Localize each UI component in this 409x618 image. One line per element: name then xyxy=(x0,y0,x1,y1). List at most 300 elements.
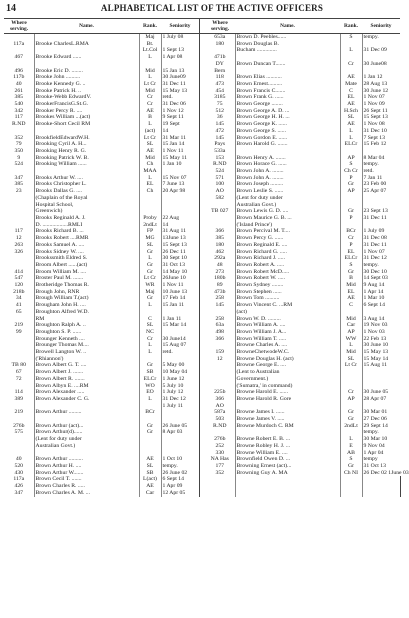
rank-cell: SL xyxy=(139,242,161,249)
seniority-cell: 31 Dec 11 xyxy=(161,81,200,88)
where-serving-cell xyxy=(4,450,34,457)
table-row xyxy=(4,443,400,450)
rank-cell-right: Gr xyxy=(340,208,362,215)
where-serving-cell: 9 xyxy=(4,155,34,162)
rank-cell-right: AE xyxy=(340,101,362,108)
where-serving-cell-right: 533a xyxy=(205,148,235,155)
where-serving-cell: 219 xyxy=(4,409,34,416)
rank-cell-right: EL xyxy=(340,289,362,296)
officer-name-cell: Brooks Samuel A. .... xyxy=(35,241,85,248)
rank-cell: AE xyxy=(139,108,161,115)
officer-name-cell: Broom William M. .... xyxy=(35,268,87,275)
rank-cell: Lt.Col xyxy=(139,47,161,54)
where-serving-cell-right xyxy=(205,376,235,383)
where-serving-cell xyxy=(4,416,34,423)
seniority-cell-right: 15 Feb 12 xyxy=(362,141,400,148)
officer-name-cell: Brown Arthur(d)...... xyxy=(35,429,83,436)
rank-cell-right: Gr xyxy=(340,409,362,416)
rank-cell-right xyxy=(340,309,362,316)
where-serving-cell: 575 xyxy=(4,429,34,436)
where-serving-cell-right: Bern xyxy=(205,68,235,75)
officer-name-cell: Brooks Arthur W. .... xyxy=(35,174,83,181)
rank-cell-right: Gr xyxy=(340,463,362,470)
rank-cell-right: EL xyxy=(340,94,362,101)
rank-cell: Gr xyxy=(139,362,161,369)
rank-cell: L xyxy=(139,121,161,128)
officer-name-cell: Brooke John .......... xyxy=(35,74,81,81)
officer-name-cell: Brookes William ...(act) xyxy=(35,114,91,121)
table-row xyxy=(4,242,400,249)
where-serving-cell-right: 3185 xyxy=(205,94,235,101)
rank-cell: Ch xyxy=(139,188,161,195)
where-serving-cell: 547 xyxy=(4,275,34,282)
rank-cell-right: Cr xyxy=(340,389,362,396)
where-serving-cell-right: NA Has xyxy=(205,456,235,463)
seniority-cell: 5 July 10 xyxy=(161,383,200,390)
where-serving-cell: TB 80 xyxy=(4,362,34,369)
officer-name-cell: Brotheridge Thomas R. xyxy=(35,282,89,289)
rank-cell-right: P xyxy=(340,175,362,182)
seniority-cell-right: 1 Nov 08 xyxy=(362,121,400,128)
seniority-cell-right: 26 Dec 02 1June 03 xyxy=(363,469,409,476)
header-where-serving-right: Where serving. xyxy=(205,19,235,34)
where-serving-cell-right: 330 xyxy=(205,450,235,457)
table-row xyxy=(4,249,400,256)
seniority-cell: 30 June14 xyxy=(161,336,200,343)
where-serving-cell: 389 xyxy=(4,396,34,403)
empty-cell xyxy=(362,483,400,490)
rank-cell: L xyxy=(139,255,161,262)
rank-cell: MG xyxy=(139,235,161,242)
seniority-cell: 1 Nov 12 xyxy=(161,108,200,115)
table-row xyxy=(4,349,400,356)
officer-name-cell-right: ('Sumatra,' in command) xyxy=(236,382,293,389)
where-serving-cell-right: 524 xyxy=(205,168,235,175)
where-serving-cell-right: AO xyxy=(205,403,235,410)
table-row xyxy=(4,202,400,209)
seniority-cell: 20 Apr 98 xyxy=(161,188,200,195)
where-serving-cell-right: R.ND xyxy=(205,423,235,430)
seniority-cell-right: tempy xyxy=(362,456,400,463)
officer-name-cell-right: Brown George H. H. ... xyxy=(236,114,290,121)
rank-cell-right xyxy=(340,41,362,48)
officer-name-cell-right xyxy=(235,54,340,61)
officer-name-cell-right: Brown Harold G. ....... xyxy=(236,141,288,148)
table-row xyxy=(4,68,400,75)
rank-cell xyxy=(139,403,161,410)
seniority-cell: 15 Sept 13 xyxy=(161,242,200,249)
seniority-cell-right: 1 Apr 14 xyxy=(362,289,400,296)
seniority-cell-right: 7 Sept 13 xyxy=(362,135,400,142)
rank-cell: 2ndLt xyxy=(139,222,161,229)
where-serving-cell: 117 xyxy=(4,114,34,121)
rank-cell: AE xyxy=(139,148,161,155)
officer-name-cell-right: Brown Tom .......... xyxy=(236,295,280,302)
where-serving-cell-right: 75 xyxy=(205,101,235,108)
where-serving-cell xyxy=(4,168,34,175)
where-serving-cell: 347 xyxy=(4,175,34,182)
officer-name-cell: Brounger Kenneth .... xyxy=(35,335,85,342)
where-serving-cell-right: 503 xyxy=(205,416,235,423)
officer-name-cell: Brooks Robert ....RMR xyxy=(35,235,89,242)
table-row xyxy=(4,362,400,369)
table-row xyxy=(4,181,400,188)
officer-name-cell: Brough John, RNR xyxy=(35,288,80,295)
officer-name-cell-right: Brown Leslie S. ...... xyxy=(236,188,284,195)
rank-cell-right: AP xyxy=(340,396,362,403)
table-row xyxy=(4,222,400,229)
where-serving-cell-right: 159 xyxy=(205,349,235,356)
table-row xyxy=(4,389,400,396)
rank-cell-right xyxy=(340,222,362,229)
rank-cell: SL xyxy=(139,463,161,470)
rank-cell: L xyxy=(139,74,161,81)
rank-cell: Bt. xyxy=(139,41,161,48)
seniority-cell: 13June 13 xyxy=(161,235,200,242)
seniority-cell xyxy=(161,436,200,443)
officer-name-cell: Brough William T.(act) xyxy=(35,295,89,302)
seniority-cell xyxy=(161,450,200,457)
seniority-cell-right: 1 July 09 xyxy=(362,228,400,235)
table-row xyxy=(4,490,400,497)
where-serving-cell-right: 258 xyxy=(205,295,235,302)
table-row xyxy=(4,450,400,457)
seniority-cell: 31 Aug 11 xyxy=(161,228,200,235)
seniority-cell-right: 6 Sept 14 xyxy=(362,302,400,309)
where-serving-cell-right: 252 xyxy=(205,443,235,450)
where-serving-cell-right: 366 xyxy=(205,396,235,403)
rank-cell-right: SL xyxy=(340,356,362,363)
rank-cell-right xyxy=(340,376,362,383)
seniority-cell-right: 28 Aug 13 xyxy=(362,81,400,88)
where-serving-cell: 117 xyxy=(4,228,34,235)
rank-cell-right xyxy=(340,148,362,155)
seniority-cell-right xyxy=(362,403,400,410)
header-rank-right: Rank. xyxy=(340,19,362,34)
officer-name-cell: Brown Arthur W....... xyxy=(35,469,84,476)
seniority-cell-right: 9 Nov 04 xyxy=(362,443,400,450)
rank-cell: (act) xyxy=(139,128,161,135)
seniority-cell-right: 14 Sept 03 xyxy=(362,275,400,282)
rank-cell: L xyxy=(139,349,161,356)
header-rank: Rank. xyxy=(139,19,161,34)
seniority-cell-right: 29 Sept 14 xyxy=(362,423,400,430)
where-serving-cell: 414 xyxy=(4,269,34,276)
rank-cell-right: Car xyxy=(340,322,362,329)
officer-name-cell-right: Brown Reginald E. .... xyxy=(236,241,288,248)
where-serving-cell-right: 366 xyxy=(205,336,235,343)
seniority-cell: 15 May 11 xyxy=(161,155,200,162)
seniority-cell: 15 Jan 11 xyxy=(161,302,200,309)
rank-cell xyxy=(139,443,161,450)
seniority-cell-right: 30 June 12 xyxy=(362,88,400,95)
officer-name-cell-right: Brown Elias ........... xyxy=(236,74,282,81)
officer-name-cell: RM xyxy=(35,315,45,322)
rank-cell-right: Mid xyxy=(340,282,362,289)
where-serving-cell: 12 xyxy=(4,235,34,242)
officer-name-cell: Brooks Christopher L. xyxy=(35,181,87,188)
header-seniority: Seniority xyxy=(161,19,200,34)
seniority-cell-right: 25 Apr 07 xyxy=(362,188,400,195)
where-serving-cell-right: 100 xyxy=(205,181,235,188)
table-row xyxy=(4,463,400,470)
rank-cell: Proby xyxy=(139,215,161,222)
seniority-cell-right: 30 June08 xyxy=(362,61,400,68)
table-row xyxy=(4,295,400,302)
officer-name-cell-right: Browne William E. .... xyxy=(236,449,288,456)
rank-cell-right: S xyxy=(340,161,362,168)
rank-cell-right: Cr xyxy=(340,61,362,68)
seniority-cell: 15 Jan 13 xyxy=(161,68,200,75)
empty-cell xyxy=(235,490,340,497)
officer-name-cell-right: Brown William T. ..... xyxy=(236,335,287,342)
officer-name-cell-right: Browne George E. .... xyxy=(236,362,286,369)
rank-cell xyxy=(139,356,161,363)
officer-name-cell: Brougham John H. .... xyxy=(35,302,86,309)
rank-cell: EO xyxy=(139,389,161,396)
where-serving-cell xyxy=(4,34,34,41)
where-serving-cell-right: 63a xyxy=(205,322,235,329)
rank-cell: FP xyxy=(139,228,161,235)
rank-cell-right: S xyxy=(340,456,362,463)
officer-name-cell: Brown Charles A. M. ... xyxy=(35,489,91,496)
where-serving-cell-right xyxy=(205,429,235,436)
officer-name-cell-right: Brown Joseph ......... xyxy=(236,181,284,188)
seniority-cell-right: tempy. xyxy=(362,34,400,41)
where-serving-cell: 342 xyxy=(4,108,34,115)
where-serving-cell-right: R.ND xyxy=(205,161,235,168)
officer-name-cell: Brown Albert G. T. .... xyxy=(35,362,87,369)
officer-name-cell: Brown Arthur ......... xyxy=(35,409,82,416)
where-serving-cell: 385 xyxy=(4,181,34,188)
where-serving-cell xyxy=(4,342,34,349)
seniority-cell: 1 Oct 10 xyxy=(161,456,200,463)
where-serving-cell-right xyxy=(205,309,235,316)
header-name-right: Name. xyxy=(235,19,340,34)
table-row xyxy=(4,81,400,88)
seniority-cell xyxy=(161,208,200,215)
seniority-cell: 1 Sept 13 xyxy=(161,47,200,54)
officer-name-cell-right xyxy=(235,403,340,410)
officer-name-cell: Brooke Edward ...... xyxy=(35,54,82,61)
where-serving-cell-right xyxy=(205,362,235,369)
rank-cell-right: Cr xyxy=(340,235,362,242)
where-serving-cell: 496 xyxy=(4,68,34,75)
seniority-cell-right: tempy. xyxy=(362,429,400,436)
where-serving-cell-right: Pays xyxy=(205,141,235,148)
where-serving-cell: 79 xyxy=(4,141,34,148)
where-serving-cell: 520 xyxy=(4,463,34,470)
seniority-cell: 15 Mar 14 xyxy=(161,322,200,329)
seniority-cell-right xyxy=(362,376,400,383)
officer-name-cell-right: Brown Douglas B. xyxy=(236,40,279,47)
officer-name-cell: Brounger Thomas M.... xyxy=(35,342,89,349)
rank-cell-right: ELCr xyxy=(340,255,362,262)
officer-name-cell-right: Brownfield Owen D. ... xyxy=(236,456,291,463)
table-row xyxy=(4,456,400,463)
officer-name-cell-right: Brown Horace G. ...... xyxy=(236,161,287,168)
seniority-cell: 1 June 12 xyxy=(161,376,200,383)
officer-name-cell: Brooks Richard B. ... xyxy=(35,228,84,235)
where-serving-cell: 117a xyxy=(4,476,34,483)
rank-cell-right: ELCr xyxy=(340,141,362,148)
seniority-cell-right xyxy=(362,195,400,202)
where-serving-cell xyxy=(4,208,34,215)
officer-name-cell: Hospital School, xyxy=(35,201,74,208)
where-serving-cell-right: 48 xyxy=(205,262,235,269)
seniority-cell: 30 Sept 10 xyxy=(161,255,200,262)
where-serving-cell: 219 xyxy=(4,322,34,329)
where-serving-cell-right: 385 xyxy=(205,235,235,242)
where-serving-cell xyxy=(4,436,34,443)
where-serving-cell xyxy=(4,202,34,209)
rank-cell: Mid xyxy=(139,68,161,75)
officer-name-cell-right: Brown Robert A. ..... xyxy=(236,261,285,268)
seniority-cell-right: 15 May 13 xyxy=(362,349,400,356)
rank-cell: MAA xyxy=(139,168,161,175)
officer-name-cell-right: Browne Douglas H. (act) xyxy=(236,355,294,362)
seniority-cell-right: 23 Sept 13 xyxy=(362,208,400,215)
rank-cell-right: L xyxy=(340,135,362,142)
officer-name-cell: Brown Arthur H. .... xyxy=(35,463,82,469)
where-serving-cell xyxy=(4,195,34,202)
seniority-cell-right: 15 May 14 xyxy=(362,356,400,363)
where-serving-cell: 326 xyxy=(4,249,34,256)
where-serving-cell: 72 xyxy=(4,376,34,383)
seniority-cell: 1 Apr 08 xyxy=(161,54,200,61)
officer-name-cell: Brown Arthur .......... xyxy=(35,456,83,463)
officer-name-cell-right: Brown John A. ........ xyxy=(236,174,284,181)
where-serving-cell: 467 xyxy=(4,54,34,61)
rank-cell-right: Mate xyxy=(340,81,362,88)
officer-name-cell xyxy=(34,168,139,175)
table-row xyxy=(4,436,400,443)
empty-cell xyxy=(205,476,235,483)
rank-cell xyxy=(139,309,161,316)
officer-name-cell: Brooking Patrick W. B. xyxy=(35,154,89,161)
rank-cell: SL xyxy=(139,322,161,329)
table-row xyxy=(4,282,400,289)
officer-name-cell: Brown Charles R. ..... xyxy=(35,483,85,490)
rank-cell: AE xyxy=(139,456,161,463)
where-serving-cell-right: 89 xyxy=(205,282,235,289)
officer-name-cell-right: (act) xyxy=(236,308,247,315)
officer-name-cell-right: Brown William A. .... xyxy=(236,322,286,329)
table-row xyxy=(4,302,400,309)
officer-name-cell-right: Brown Francis C....... xyxy=(236,87,286,94)
rank-cell: EL xyxy=(139,181,161,188)
where-serving-cell: 99 xyxy=(4,329,34,336)
where-serving-cell: 430 xyxy=(4,470,34,477)
where-serving-cell-right: 472 xyxy=(205,128,235,135)
seniority-cell xyxy=(161,443,200,450)
rank-cell-right xyxy=(340,195,362,202)
seniority-cell xyxy=(161,41,200,48)
where-serving-cell-right xyxy=(205,202,235,209)
officer-name-cell: Brooke Kennedy G. .. xyxy=(35,80,86,87)
page-title: ALPHABETICAL LIST OF THE ACTIVE OFFICERS xyxy=(100,3,324,13)
seniority-cell-right: 28 Apr 07 xyxy=(362,396,400,403)
table-header-row xyxy=(4,19,400,34)
officer-name-cell-right: Brown Maurice G. B. ... xyxy=(236,214,292,221)
rank-cell: B xyxy=(139,114,161,121)
rank-cell: SL xyxy=(139,141,161,148)
officer-name-cell: Broster Paul M. ....... xyxy=(35,275,84,282)
where-serving-cell: 385 xyxy=(4,94,34,101)
where-serving-cell-right: 571 xyxy=(205,175,235,182)
rank-cell xyxy=(139,416,161,423)
officer-name-cell-right: Brown George ........ xyxy=(236,101,283,108)
where-serving-cell xyxy=(4,215,34,222)
where-serving-cell-right: DY xyxy=(205,61,235,68)
seniority-cell-right: 15 Aug 11 xyxy=(362,362,400,369)
where-serving-cell-right: 471b xyxy=(205,54,235,61)
seniority-cell-right: 1 Apr 04 xyxy=(362,450,400,457)
seniority-cell-right xyxy=(362,68,400,75)
table-row xyxy=(4,195,400,202)
rank-cell-right: E xyxy=(340,443,362,450)
table-row xyxy=(4,114,400,121)
seniority-cell-right xyxy=(362,369,400,376)
rank-cell-right: Gr xyxy=(340,416,362,423)
where-serving-cell: 40 xyxy=(4,81,34,88)
seniority-cell: 1 July 11 xyxy=(161,403,200,410)
table-row xyxy=(4,396,400,403)
table-row xyxy=(4,329,400,336)
seniority-cell: 30 June09 xyxy=(161,74,200,81)
officer-name-cell-right: Brown Duncan T....... xyxy=(236,60,286,67)
officer-name-cell: Brooks Reginald A. J. xyxy=(35,214,86,221)
empty-cell xyxy=(340,476,362,483)
officer-name-cell: Greenwich) xyxy=(35,208,63,215)
rank-cell: Lt Cr xyxy=(139,81,161,88)
rank-cell xyxy=(139,436,161,443)
table-row xyxy=(4,269,400,276)
rank-cell-right: BCr xyxy=(340,228,362,235)
where-serving-cell: 524 xyxy=(4,161,34,168)
seniority-cell-right: 19 Nov 03 xyxy=(362,322,400,329)
seniority-cell-right: 9 Aug 14 xyxy=(362,282,400,289)
officer-name-cell-right: ('Island Prince') xyxy=(236,221,273,228)
seniority-cell-right: 30 June 05 xyxy=(362,389,400,396)
officer-name-cell: Brown Albert J. ....... xyxy=(35,369,84,376)
where-serving-cell-right: 276b xyxy=(205,436,235,443)
rank-cell: L xyxy=(139,175,161,182)
officer-name-cell-right: Browne James I. ...... xyxy=(236,409,285,416)
officer-name-cell xyxy=(34,47,139,54)
seniority-cell xyxy=(161,202,200,209)
officer-name-cell-right: Brown Gordon E. ...... xyxy=(236,134,288,141)
where-serving-cell: R.ND xyxy=(4,121,34,128)
seniority-cell-right: 1 Jan 12 xyxy=(362,74,400,81)
seniority-cell-right: 1 Nov 03 xyxy=(362,329,400,336)
table-row xyxy=(4,228,400,235)
officer-name-cell-right: Browne Murdoch C. RM xyxy=(236,422,294,429)
seniority-cell: 14 xyxy=(161,222,200,229)
table-row xyxy=(4,175,400,182)
seniority-cell: 14 May 10 xyxy=(161,269,200,276)
officer-name-cell-right: Brown Ernest.......... xyxy=(236,80,283,87)
rank-cell: Maj xyxy=(139,34,161,41)
officer-name-cell: Brooker Percy R. .... xyxy=(35,107,83,114)
where-serving-cell-right xyxy=(205,342,235,349)
rank-cell-right: SL xyxy=(340,114,362,121)
where-serving-cell: 347 xyxy=(4,490,34,497)
seniority-cell xyxy=(161,409,200,416)
officer-name-cell-right: Brown Richard G. ..... xyxy=(236,248,287,255)
rank-cell: BCr xyxy=(139,409,161,416)
seniority-cell-right: 1 Mar 10 xyxy=(362,295,400,302)
